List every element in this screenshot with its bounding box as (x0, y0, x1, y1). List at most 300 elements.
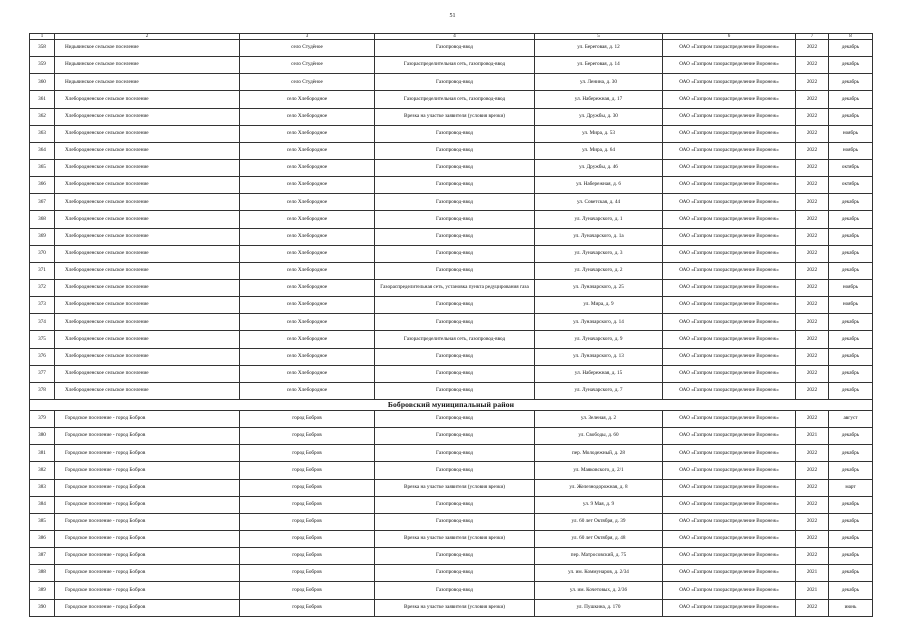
table-row (30, 348, 873, 365)
organization-cell: ОАО «Газпром газораспределение Воронеж» (663, 428, 796, 445)
column-number: 8 (829, 34, 873, 40)
month-cell: декабрь (829, 40, 873, 57)
object-cell: Газопровод-ввод (375, 314, 535, 331)
year-cell: 2022 (796, 177, 829, 194)
row-number: 384 (30, 496, 55, 513)
municipality-cell: Хлебородненское сельское поселение (55, 142, 240, 159)
municipality-cell: Хлебородненское сельское поселение (55, 262, 240, 279)
settlement-cell: город Бобров (240, 548, 375, 565)
month-cell: декабрь (829, 565, 873, 582)
year-cell: 2022 (796, 159, 829, 176)
row-number: 377 (30, 365, 55, 382)
page-number: 51 (449, 13, 456, 19)
organization-cell: ОАО «Газпром газораспределение Воронеж» (663, 245, 796, 262)
municipality-cell: Хлебородненское сельское поселение (55, 228, 240, 245)
row-number: 369 (30, 228, 55, 245)
municipality-cell: Хлебородненское сельское поселение (55, 382, 240, 399)
month-cell: июнь (829, 599, 873, 616)
table-row (30, 513, 873, 530)
settlement-cell: город Бобров (240, 410, 375, 427)
settlement-cell: село Хлебородное (240, 297, 375, 314)
organization-cell: ОАО «Газпром газораспределение Воронеж» (663, 159, 796, 176)
object-cell: Газопровод-ввод (375, 410, 535, 427)
table-row (30, 194, 873, 211)
address-cell: ул. им. Кочетовых, д. 2/36 (535, 582, 663, 599)
settlement-cell: село Хлебородное (240, 314, 375, 331)
settlement-cell: город Бобров (240, 513, 375, 530)
address-cell: ул. Ленина, д. 30 (535, 74, 663, 91)
settlement-cell: село Хлебородное (240, 245, 375, 262)
municipality-cell: Нидьяинское сельское поселение (55, 57, 240, 74)
settlement-cell: село Хлебородное (240, 279, 375, 296)
address-cell: ул. Маяковского, д. 2/1 (535, 462, 663, 479)
settlement-cell: город Бобров (240, 530, 375, 547)
table-row (30, 582, 873, 599)
municipality-cell: Хлебородненское сельское поселение (55, 194, 240, 211)
object-cell: Газораспределительная сеть, газопровод-ввод (375, 57, 535, 74)
month-cell: декабрь (829, 262, 873, 279)
year-cell: 2022 (796, 513, 829, 530)
settlement-cell: село Студёное (240, 57, 375, 74)
object-cell: Газопровод-ввод (375, 382, 535, 399)
year-cell: 2022 (796, 142, 829, 159)
table-row (30, 479, 873, 496)
month-cell: ноябрь (829, 279, 873, 296)
table-row (30, 331, 873, 348)
municipality-cell: Хлебородненское сельское поселение (55, 159, 240, 176)
organization-cell: ОАО «Газпром газораспределение Воронеж» (663, 297, 796, 314)
row-number: 382 (30, 462, 55, 479)
address-cell: ул. Луначарского, д. 13 (535, 348, 663, 365)
settlement-cell: село Хлебородное (240, 91, 375, 108)
column-number: 7 (796, 34, 829, 40)
year-cell: 2022 (796, 382, 829, 399)
settlement-cell: село Хлебородное (240, 177, 375, 194)
municipality-cell: Городское поселение - город Бобров (55, 428, 240, 445)
row-number: 358 (30, 40, 55, 57)
month-cell: декабрь (829, 462, 873, 479)
year-cell: 2022 (796, 462, 829, 479)
month-cell: декабрь (829, 314, 873, 331)
object-cell: Газопровод-ввод (375, 496, 535, 513)
municipality-cell: Нидьяинское сельское поселение (55, 74, 240, 91)
address-cell: ул. Луначарского, д. 9 (535, 331, 663, 348)
address-cell: ул. 60 лет Октября, д. 48 (535, 530, 663, 547)
row-number: 365 (30, 159, 55, 176)
address-cell: ул. Мира, д. 9 (535, 297, 663, 314)
object-cell: Газораспределительная сеть, установка пункта редуцирования газа (375, 279, 535, 296)
table-row (30, 177, 873, 194)
address-cell: ул. Железнодорожная, д. 8 (535, 479, 663, 496)
row-number: 385 (30, 513, 55, 530)
year-cell: 2021 (796, 428, 829, 445)
object-cell: Врезка на участке заявителя (условия врезки) (375, 599, 535, 616)
table-row (30, 142, 873, 159)
row-number: 363 (30, 125, 55, 142)
address-cell: пер. Матросовский, д. 75 (535, 548, 663, 565)
row-number: 381 (30, 445, 55, 462)
organization-cell: ОАО «Газпром газораспределение Воронеж» (663, 177, 796, 194)
address-cell: ул. Луначарского, д. 14 (535, 314, 663, 331)
table-row (30, 245, 873, 262)
table-row (30, 125, 873, 142)
municipality-cell: Городское поселение - город Бобров (55, 565, 240, 582)
municipality-cell: Городское поселение - город Бобров (55, 582, 240, 599)
table-row (30, 599, 873, 616)
address-cell: ул. Луначарского, д. 1 (535, 211, 663, 228)
year-cell: 2022 (796, 91, 829, 108)
address-cell: пер. Молодежный, д. 28 (535, 445, 663, 462)
table-row (30, 91, 873, 108)
municipality-cell: Хлебородненское сельское поселение (55, 245, 240, 262)
organization-cell: ОАО «Газпром газораспределение Воронеж» (663, 40, 796, 57)
year-cell: 2022 (796, 331, 829, 348)
object-cell: Газопровод-ввод (375, 428, 535, 445)
organization-cell: ОАО «Газпром газораспределение Воронеж» (663, 496, 796, 513)
column-number: 1 (30, 34, 55, 40)
municipality-cell: Хлебородненское сельское поселение (55, 279, 240, 296)
row-number: 367 (30, 194, 55, 211)
table-row (30, 410, 873, 427)
table-row (30, 40, 873, 57)
municipality-cell: Хлебородненское сельское поселение (55, 297, 240, 314)
row-number: 371 (30, 262, 55, 279)
table-row (30, 530, 873, 547)
table-row (30, 428, 873, 445)
row-number: 364 (30, 142, 55, 159)
address-cell: ул. Береговая, д. 12 (535, 40, 663, 57)
settlement-cell: город Бобров (240, 565, 375, 582)
organization-cell: ОАО «Газпром газораспределение Воронеж» (663, 142, 796, 159)
settlement-cell: село Хлебородное (240, 228, 375, 245)
address-cell: ул. Пушкина, д. 170 (535, 599, 663, 616)
row-number: 370 (30, 245, 55, 262)
municipality-cell: Хлебородненское сельское поселение (55, 314, 240, 331)
row-number: 388 (30, 565, 55, 582)
object-cell: Газопровод-ввод (375, 40, 535, 57)
object-cell: Газопровод-ввод (375, 348, 535, 365)
object-cell: Газопровод-ввод (375, 177, 535, 194)
column-number: 6 (663, 34, 796, 40)
organization-cell: ОАО «Газпром газораспределение Воронеж» (663, 211, 796, 228)
year-cell: 2022 (796, 599, 829, 616)
month-cell: декабрь (829, 348, 873, 365)
organization-cell: ОАО «Газпром газораспределение Воронеж» (663, 548, 796, 565)
municipality-cell: Городское поселение - город Бобров (55, 548, 240, 565)
month-cell: ноябрь (829, 125, 873, 142)
year-cell: 2022 (796, 496, 829, 513)
object-cell: Газопровод-ввод (375, 297, 535, 314)
table-row (30, 462, 873, 479)
year-cell: 2022 (796, 348, 829, 365)
municipality-cell: Хлебородненское сельское поселение (55, 331, 240, 348)
row-number: 362 (30, 108, 55, 125)
year-cell: 2022 (796, 314, 829, 331)
object-cell: Газопровод-ввод (375, 125, 535, 142)
settlement-cell: село Хлебородное (240, 108, 375, 125)
organization-cell: ОАО «Газпром газораспределение Воронеж» (663, 228, 796, 245)
settlement-cell: город Бобров (240, 445, 375, 462)
table-row (30, 108, 873, 125)
organization-cell: ОАО «Газпром газораспределение Воронеж» (663, 57, 796, 74)
year-cell: 2022 (796, 445, 829, 462)
row-number: 361 (30, 91, 55, 108)
municipality-cell: Городское поселение - город Бобров (55, 530, 240, 547)
year-cell: 2022 (796, 108, 829, 125)
address-cell: ул. Зеленая, д. 2 (535, 410, 663, 427)
municipality-cell: Нидьяинское сельское поселение (55, 40, 240, 57)
month-cell: декабрь (829, 513, 873, 530)
settlement-cell: село Хлебородное (240, 211, 375, 228)
address-cell: ул. 9 Мая, д. 9 (535, 496, 663, 513)
table-row (30, 496, 873, 513)
month-cell: октябрь (829, 159, 873, 176)
object-cell: Газопровод-ввод (375, 513, 535, 530)
object-cell: Газопровод-ввод (375, 565, 535, 582)
address-cell: ул. Мира, д. 64 (535, 142, 663, 159)
municipality-cell: Городское поселение - город Бобров (55, 445, 240, 462)
year-cell: 2022 (796, 211, 829, 228)
row-number: 389 (30, 582, 55, 599)
address-cell: ул. Набережная, д. 6 (535, 177, 663, 194)
month-cell: декабрь (829, 74, 873, 91)
address-cell: ул. Луначарского, д. 3 (535, 245, 663, 262)
settlement-cell: село Хлебородное (240, 365, 375, 382)
settlement-cell: село Хлебородное (240, 331, 375, 348)
settlement-cell: село Хлебородное (240, 159, 375, 176)
month-cell: декабрь (829, 428, 873, 445)
settlement-cell: село Хлебородное (240, 125, 375, 142)
year-cell: 2022 (796, 228, 829, 245)
municipality-cell: Хлебородненское сельское поселение (55, 108, 240, 125)
address-cell: ул. Луначарского, д. 1а (535, 228, 663, 245)
organization-cell: ОАО «Газпром газораспределение Воронеж» (663, 348, 796, 365)
table-row (30, 565, 873, 582)
organization-cell: ОАО «Газпром газораспределение Воронеж» (663, 530, 796, 547)
year-cell: 2022 (796, 74, 829, 91)
municipality-cell: Хлебородненское сельское поселение (55, 91, 240, 108)
address-cell: ул. 60 лет Октября, д. 39 (535, 513, 663, 530)
settlement-cell: село Хлебородное (240, 382, 375, 399)
table-row (30, 211, 873, 228)
year-cell: 2022 (796, 279, 829, 296)
row-number: 378 (30, 382, 55, 399)
table-row (30, 297, 873, 314)
settlement-cell: город Бобров (240, 462, 375, 479)
year-cell: 2022 (796, 262, 829, 279)
year-cell: 2022 (796, 530, 829, 547)
month-cell: декабрь (829, 382, 873, 399)
row-number: 387 (30, 548, 55, 565)
month-cell: декабрь (829, 245, 873, 262)
organization-cell: ОАО «Газпром газораспределение Воронеж» (663, 279, 796, 296)
settlement-cell: город Бобров (240, 479, 375, 496)
month-cell: декабрь (829, 548, 873, 565)
month-cell: март (829, 479, 873, 496)
object-cell: Газопровод-ввод (375, 74, 535, 91)
table-row (30, 279, 873, 296)
object-cell: Газораспределительная сеть, газопровод-ввод (375, 91, 535, 108)
object-cell: Газопровод-ввод (375, 194, 535, 211)
organization-cell: ОАО «Газпром газораспределение Воронеж» (663, 108, 796, 125)
organization-cell: ОАО «Газпром газораспределение Воронеж» (663, 599, 796, 616)
municipality-cell: Городское поселение - город Бобров (55, 479, 240, 496)
address-cell: ул. им. Коммунаров, д. 2/34 (535, 565, 663, 582)
row-number: 372 (30, 279, 55, 296)
organization-cell: ОАО «Газпром газораспределение Воронеж» (663, 382, 796, 399)
organization-cell: ОАО «Газпром газораспределение Воронеж» (663, 479, 796, 496)
month-cell: август (829, 410, 873, 427)
settlement-cell: город Бобров (240, 496, 375, 513)
table-row (30, 228, 873, 245)
object-cell: Врезка на участке заявителя (условия врезки) (375, 108, 535, 125)
table-row (30, 445, 873, 462)
month-cell: декабрь (829, 331, 873, 348)
year-cell: 2022 (796, 297, 829, 314)
organization-cell: ОАО «Газпром газораспределение Воронеж» (663, 74, 796, 91)
year-cell: 2022 (796, 548, 829, 565)
organization-cell: ОАО «Газпром газораспределение Воронеж» (663, 262, 796, 279)
row-number: 368 (30, 211, 55, 228)
organization-cell: ОАО «Газпром газораспределение Воронеж» (663, 445, 796, 462)
address-cell: ул. Дружбы, д. 46 (535, 159, 663, 176)
object-cell: Газопровод-ввод (375, 548, 535, 565)
table-row (30, 548, 873, 565)
organization-cell: ОАО «Газпром газораспределение Воронеж» (663, 582, 796, 599)
table-row (30, 314, 873, 331)
organization-cell: ОАО «Газпром газораспределение Воронеж» (663, 513, 796, 530)
object-cell: Газопровод-ввод (375, 159, 535, 176)
row-number: 379 (30, 410, 55, 427)
address-cell: ул. Луначарского, д. 2 (535, 262, 663, 279)
column-number: 2 (55, 34, 240, 40)
month-cell: декабрь (829, 211, 873, 228)
settlement-cell: село Хлебородное (240, 348, 375, 365)
object-cell: Газопровод-ввод (375, 228, 535, 245)
municipality-cell: Хлебородненское сельское поселение (55, 177, 240, 194)
object-cell: Газораспределительная сеть, газопровод-ввод (375, 331, 535, 348)
month-cell: декабрь (829, 228, 873, 245)
table-row (30, 382, 873, 399)
row-number: 359 (30, 57, 55, 74)
month-cell: декабрь (829, 108, 873, 125)
month-cell: декабрь (829, 365, 873, 382)
address-cell: ул. Мира, д. 53 (535, 125, 663, 142)
row-number: 383 (30, 479, 55, 496)
settlement-cell: село Хлебородное (240, 262, 375, 279)
municipality-cell: Городское поселение - город Бобров (55, 513, 240, 530)
column-number: 4 (375, 34, 535, 40)
settlement-cell: город Бобров (240, 582, 375, 599)
address-cell: ул. Дружбы, д. 30 (535, 108, 663, 125)
address-cell: ул. Набережная, д. 17 (535, 91, 663, 108)
settlement-cell: город Бобров (240, 599, 375, 616)
address-cell: ул. Луначарского, д. 7 (535, 382, 663, 399)
section-header-row (30, 399, 873, 410)
year-cell: 2021 (796, 582, 829, 599)
month-cell: октябрь (829, 177, 873, 194)
table-row (30, 159, 873, 176)
table-row (30, 57, 873, 74)
row-number: 360 (30, 74, 55, 91)
month-cell: декабрь (829, 57, 873, 74)
row-number: 375 (30, 331, 55, 348)
organization-cell: ОАО «Газпром газораспределение Воронеж» (663, 410, 796, 427)
organization-cell: ОАО «Газпром газораспределение Воронеж» (663, 194, 796, 211)
table-body (30, 34, 873, 617)
settlement-cell: город Бобров (240, 428, 375, 445)
municipality-cell: Хлебородненское сельское поселение (55, 211, 240, 228)
object-cell: Газопровод-ввод (375, 245, 535, 262)
address-cell: ул. Набережная, д. 15 (535, 365, 663, 382)
year-cell: 2022 (796, 194, 829, 211)
year-cell: 2022 (796, 410, 829, 427)
municipality-cell: Хлебородненское сельское поселение (55, 365, 240, 382)
year-cell: 2022 (796, 40, 829, 57)
organization-cell: ОАО «Газпром газораспределение Воронеж» (663, 365, 796, 382)
municipality-cell: Городское поселение - город Бобров (55, 410, 240, 427)
row-number: 376 (30, 348, 55, 365)
object-cell: Врезка на участке заявителя (условия врезки) (375, 479, 535, 496)
settlement-cell: село Студёное (240, 74, 375, 91)
gasification-schedule-table (29, 33, 873, 617)
column-number: 5 (535, 34, 663, 40)
settlement-cell: село Хлебородное (240, 194, 375, 211)
settlement-cell: село Студёное (240, 40, 375, 57)
row-number: 374 (30, 314, 55, 331)
month-cell: ноябрь (829, 297, 873, 314)
municipality-cell: Городское поселение - город Бобров (55, 496, 240, 513)
address-cell: ул. Советская, д. 44 (535, 194, 663, 211)
address-cell: ул. Луначарского, д. 25 (535, 279, 663, 296)
object-cell: Газопровод-ввод (375, 462, 535, 479)
organization-cell: ОАО «Газпром газораспределение Воронеж» (663, 91, 796, 108)
organization-cell: ОАО «Газпром газораспределение Воронеж» (663, 565, 796, 582)
organization-cell: ОАО «Газпром газораспределение Воронеж» (663, 462, 796, 479)
column-number: 3 (240, 34, 375, 40)
organization-cell: ОАО «Газпром газораспределение Воронеж» (663, 331, 796, 348)
year-cell: 2022 (796, 125, 829, 142)
table-row (30, 262, 873, 279)
month-cell: декабрь (829, 194, 873, 211)
year-cell: 2022 (796, 365, 829, 382)
row-number: 386 (30, 530, 55, 547)
organization-cell: ОАО «Газпром газораспределение Воронеж» (663, 314, 796, 331)
year-cell: 2022 (796, 245, 829, 262)
month-cell: декабрь (829, 91, 873, 108)
municipality-cell: Хлебородненское сельское поселение (55, 125, 240, 142)
address-cell: ул. Береговая, д. 14 (535, 57, 663, 74)
table-row (30, 74, 873, 91)
month-cell: ноябрь (829, 142, 873, 159)
object-cell: Газопровод-ввод (375, 365, 535, 382)
month-cell: декабрь (829, 582, 873, 599)
municipality-cell: Городское поселение - город Бобров (55, 462, 240, 479)
month-cell: декабрь (829, 496, 873, 513)
address-cell: ул. Свободы, д. 60 (535, 428, 663, 445)
row-number: 390 (30, 599, 55, 616)
year-cell: 2022 (796, 57, 829, 74)
object-cell: Врезка на участке заявителя (условия врезки) (375, 530, 535, 547)
municipality-cell: Городское поселение - город Бобров (55, 599, 240, 616)
organization-cell: ОАО «Газпром газораспределение Воронеж» (663, 125, 796, 142)
month-cell: декабрь (829, 445, 873, 462)
section-title: Бобровский муниципальный район (30, 399, 873, 410)
object-cell: Газопровод-ввод (375, 211, 535, 228)
object-cell: Газопровод-ввод (375, 582, 535, 599)
table-row (30, 365, 873, 382)
municipality-cell: Хлебородненское сельское поселение (55, 348, 240, 365)
